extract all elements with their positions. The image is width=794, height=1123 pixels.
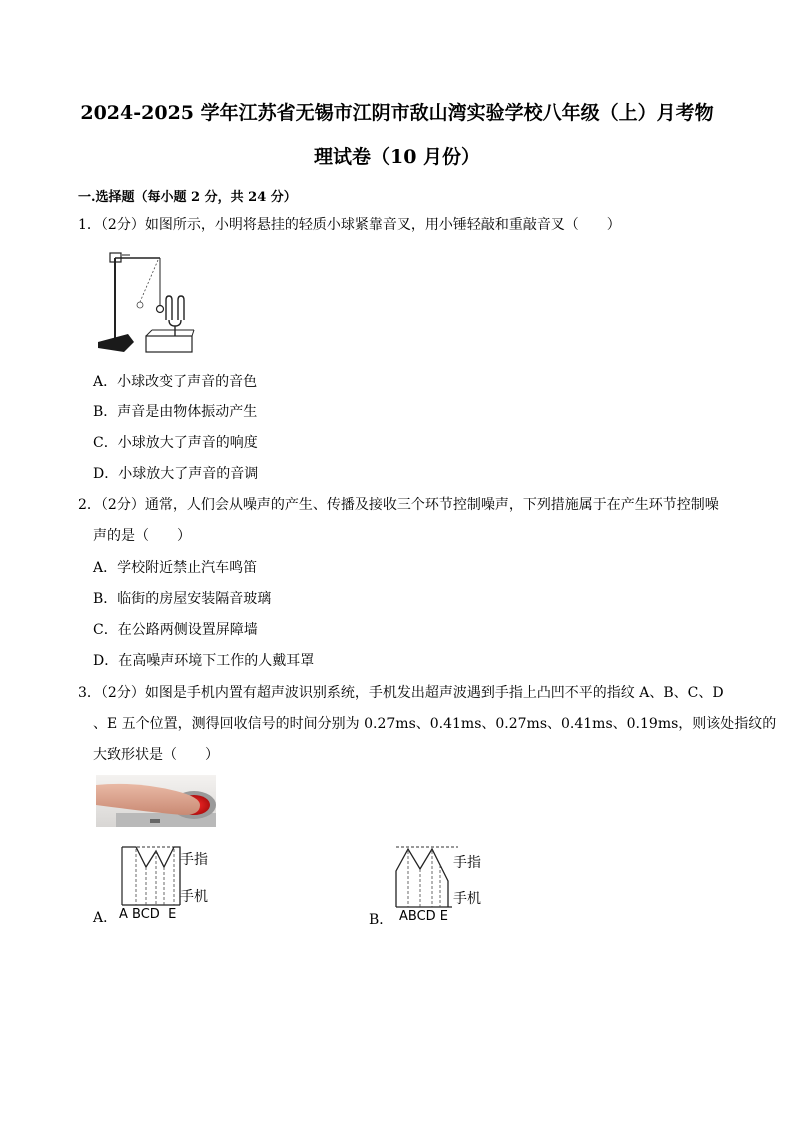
q2-option-b[interactable]: B．临街的房屋安装隔音玻璃	[93, 591, 272, 607]
q3-choice-a-point-labels: A BCD E	[119, 907, 177, 922]
q3-choice-b-phone-label: 手机	[453, 891, 481, 907]
question-2-line1: 2．（2分）通常，人们会从噪声的产生、传播及接收三个环节控制噪声，下列措施属于在产生环节控制噪	[78, 497, 719, 513]
question-3-line1: 3．（2分）如图是手机内置有超声波识别系统，手机发出超声波遇到手指上凸凹不平的指纹 A、B、C、D	[78, 685, 724, 701]
q2-option-c[interactable]: C．在公路两侧设置屏障墙	[93, 622, 258, 638]
q1-option-b[interactable]: B．声音是由物体振动产生	[93, 404, 258, 420]
q3-choice-a-finger-label: 手指	[180, 852, 208, 868]
exam-title-line2: 理试卷（10 月份）	[313, 146, 481, 168]
question-2-line2: 声的是（ ）	[93, 528, 191, 544]
q1-option-a[interactable]: A．小球改变了声音的音色	[93, 374, 258, 390]
q3-choice-b-point-labels: ABCD E	[399, 909, 449, 924]
finger-on-phone-photo	[96, 775, 216, 827]
q3-choice-a-label[interactable]: A．	[93, 910, 118, 926]
exam-title-line1: 2024-2025 学年江苏省无锡市江阴市敌山湾实验学校八年级（上）月考物	[80, 102, 714, 124]
q2-option-a[interactable]: A．学校附近禁止汽车鸣笛	[93, 560, 258, 576]
q1-option-d[interactable]: D．小球放大了声音的音调	[93, 466, 259, 482]
q1-option-c[interactable]: C．小球放大了声音的响度	[93, 435, 258, 451]
q3-choice-b-label[interactable]: B．	[369, 912, 394, 928]
q2-option-d[interactable]: D．在高噪声环境下工作的人戴耳罩	[93, 653, 315, 669]
question-3-line2: 、E 五个位置，测得回收信号的时间分别为 0.27ms、0.41ms、0.27ms、0.41ms、0.19ms，则该处指纹的	[93, 716, 777, 732]
section-heading: 一.选择题（每小题 2 分，共 24 分）	[78, 190, 297, 205]
question-1-text: 1．（2分）如图所示，小明将悬挂的轻质小球紧靠音叉，用小锤轻敲和重敲音叉（ ）	[78, 217, 621, 233]
tuning-fork-figure	[96, 224, 196, 356]
q3-choice-a-phone-label: 手机	[180, 889, 208, 905]
question-3-line3: 大致形状是（ ）	[93, 747, 219, 763]
q3-choice-b-finger-label: 手指	[453, 855, 481, 871]
